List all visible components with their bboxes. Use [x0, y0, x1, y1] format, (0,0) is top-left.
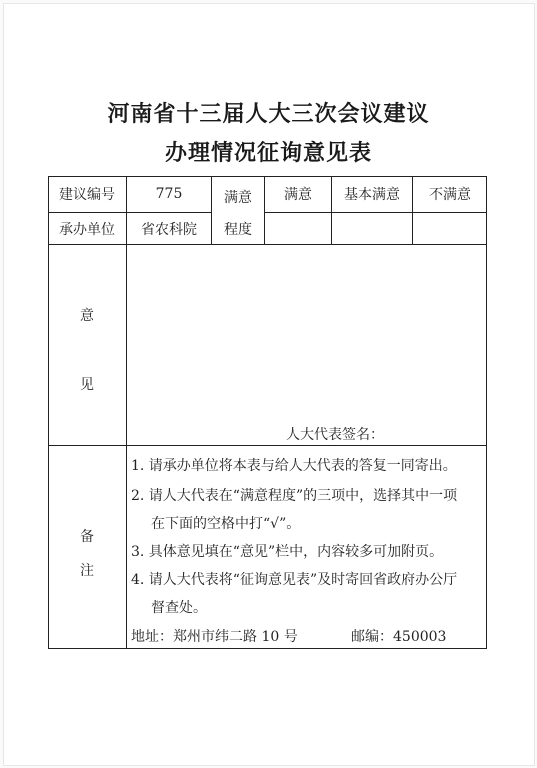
note-item-4-continued: 督查处。 [151, 600, 207, 616]
checkbox-cell-basically-satisfied[interactable] [332, 213, 412, 244]
note-item-2-continued: 在下面的空格中打“√”。 [151, 516, 301, 532]
address-text: 地址：郑州市纬二路 10 号 [131, 629, 298, 645]
checkbox-cell-satisfied[interactable] [265, 213, 331, 244]
note-item-1: 1. 请承办单位将本表与给人大代表的答复一同寄出。 [131, 458, 457, 474]
label-satisfaction-line2: 程度 [224, 222, 252, 238]
note-item-2: 2. 请人大代表在“满意程度”的三项中，选择其中一项 [131, 488, 458, 504]
opinion-input-area[interactable] [127, 245, 487, 421]
value-handling-unit: 省农科院 [141, 221, 197, 238]
label-satisfaction-line1: 满意 [224, 190, 252, 206]
option-unsatisfied: 不满意 [429, 187, 471, 203]
label-remarks-line1: 备 [80, 529, 94, 545]
representative-signature-label: 人大代表签名： [286, 427, 384, 443]
document-title-line1: 河南省十三届人大三次会议建议 [107, 101, 430, 127]
label-remarks-line2: 注 [80, 563, 94, 579]
label-opinion-line1: 意 [80, 308, 94, 324]
label-opinion-line2: 见 [80, 377, 94, 393]
document-title-line2: 办理情况征询意见表 [164, 140, 372, 166]
checkbox-cell-unsatisfied[interactable] [413, 213, 487, 244]
value-proposal-number: 775 [155, 186, 183, 202]
option-basically-satisfied: 基本满意 [344, 187, 400, 203]
label-handling-unit: 承办单位 [59, 221, 115, 238]
postcode-text: 邮编：450003 [351, 629, 447, 645]
label-proposal-number: 建议编号 [59, 187, 115, 203]
row-divider [48, 445, 487, 446]
note-item-4: 4. 请人大代表将“征询意见表”及时寄回省政府办公厅 [131, 572, 458, 588]
note-item-3: 3. 具体意见填在“意见”栏中，内容较多可加附页。 [131, 544, 444, 560]
option-satisfied: 满意 [284, 187, 312, 203]
